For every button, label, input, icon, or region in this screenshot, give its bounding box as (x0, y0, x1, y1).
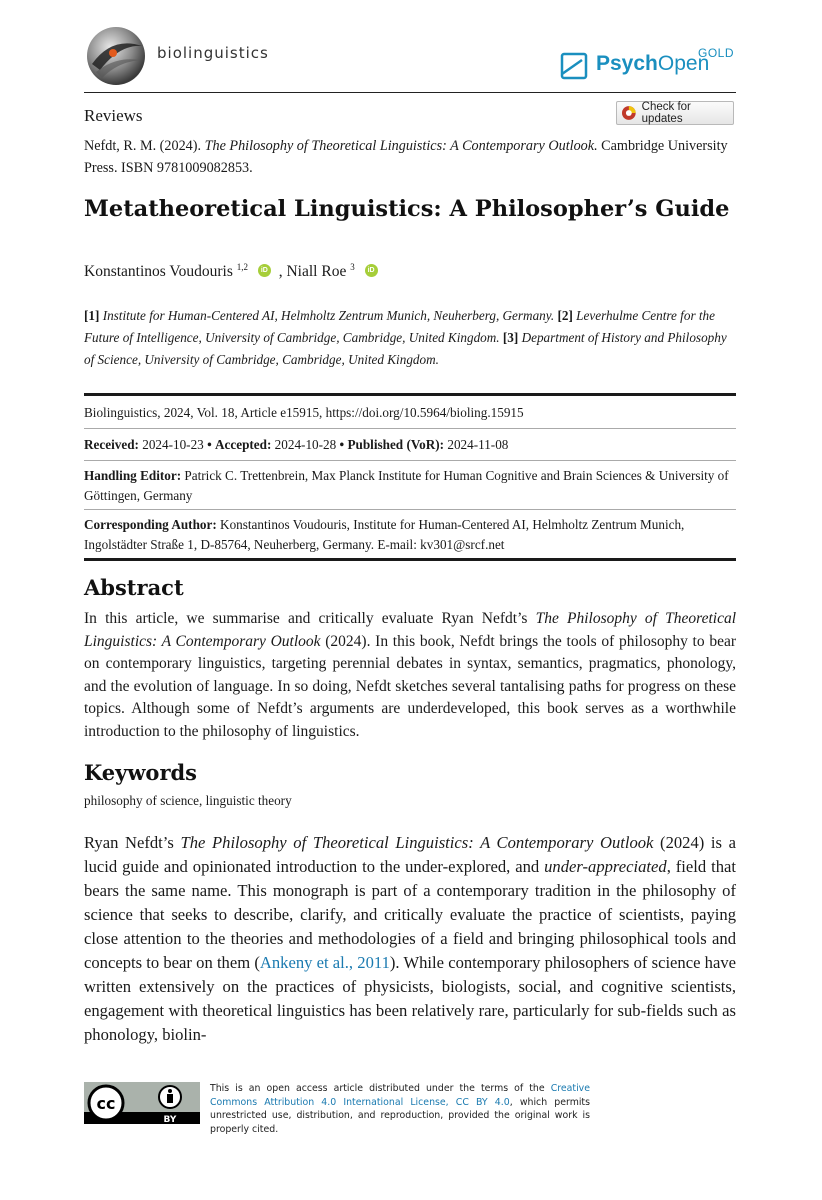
journal-citation-line: Biolinguistics, 2024, Vol. 18, Article e15915, https://doi.org/10.5964/bioling.15915 (84, 405, 524, 420)
received-date: 2024-10-23 (142, 437, 204, 452)
meta-top-rule (84, 393, 736, 396)
svg-text:cc: cc (96, 1094, 116, 1113)
affiliation-number: [2] (557, 308, 573, 323)
orcid-icon[interactable]: iD (365, 264, 378, 277)
check-for-updates-button[interactable] (616, 101, 734, 125)
author-name: Konstantinos Voudouris (84, 263, 233, 281)
handling-editor: Handling Editor: Patrick C. Trettenbrein, Max Planck Institute for Human Cognitive and Brain Sciences & University of Göttingen, Germany (84, 468, 729, 503)
license-statement: This is an open access article distributed under the terms of the Creative Commons Attribution 4.0 International License, CC BY 4.0, which permits unrestricted use, distribution, and reproduction, provided the original work is properly cited. (210, 1083, 590, 1135)
affiliation-text: Institute for Human-Centered AI, Helmholtz Zentrum Munich, Neuherberg, Germany. (102, 308, 555, 323)
publisher-word-rest: Open (657, 52, 710, 75)
cc-by-license-icon[interactable] (84, 1082, 200, 1124)
affiliation-text: Leverhulme Centre for the Future of Intelligence, University of Cambridge, Cambridge, United Kingdom. (84, 308, 715, 345)
affiliation-number: [1] (84, 308, 100, 323)
citation-publisher: Cambridge University Press. ISBN 9781009082853. (84, 138, 728, 176)
reviewed-book-citation (84, 135, 736, 179)
crossmark-icon (621, 105, 637, 121)
meta-divider (84, 460, 736, 461)
affiliations (84, 305, 736, 371)
abstract-text: In this article, we summarise and critically evaluate Ryan Nefdt’s The Philosophy of Theoretical Linguistics: A Contemporary Outlook (2024). In this book, Nefdt brings the tools of philosophy to bear on contemporary linguistics, targeting perennial debates in syntax, semantics, pragmatics, phonology, and the evolution of language. In so doing, Nefdt sketches several tantalising paths for progress on these topics. Although some of Nefdt’s arguments are underdeveloped, this book serves as a worthwhile introduction to the philosophy of linguistics. (84, 610, 736, 740)
affiliation-number: [3] (502, 330, 519, 345)
publisher-word-bold: Psych (596, 52, 658, 75)
corresponding-author: Corresponding Author: Konstantinos Voudouris, Institute for Human-Centered AI, Helmholtz Zentrum Munich, Ingolstädter Straße 1, D-85764, Neuherberg, Germany. E-mail: kv301@srcf.net (84, 517, 685, 552)
section-label: Reviews (84, 106, 143, 125)
meta-divider (84, 509, 736, 510)
abstract-heading: Abstract (84, 575, 184, 600)
published-date: 2024-11-08 (447, 437, 509, 452)
journal-brand: biolinguistics (157, 44, 269, 62)
meta-divider (84, 428, 736, 429)
svg-text:BY: BY (163, 1115, 177, 1124)
license-link[interactable]: Creative Commons Attribution 4.0 International License, CC BY 4.0 (210, 1083, 590, 1108)
affiliation-text: Department of History and Philosophy of Science, University of Cambridge, Cambridge, United Kingdom. (84, 330, 727, 367)
citation-book-title: The Philosophy of Theoretical Linguistics: A Contemporary Outlook. (204, 138, 598, 154)
publisher-tier: GOLD (698, 46, 735, 60)
keywords-heading: Keywords (84, 760, 198, 785)
orcid-icon[interactable]: iD (258, 264, 271, 277)
journal-logo-icon (86, 26, 146, 86)
publisher-logo (560, 48, 750, 82)
dates-line: Received: 2024-10-23 • Accepted: 2024-10-28 • Published (VoR): 2024-11-08 (84, 437, 509, 452)
psychopen-icon (560, 52, 588, 80)
keywords-text: philosophy of science, linguistic theory (84, 793, 292, 808)
article-title: Metatheoretical Linguistics: A Philosopher’s Guide (84, 196, 730, 222)
author-affiliation-sup: 3 (350, 262, 355, 272)
citation-authors-year: Nefdt, R. M. (2024). (84, 138, 202, 154)
accepted-date: 2024-10-28 (274, 437, 337, 452)
author-affiliation-sup: 1,2 (236, 262, 248, 272)
body-paragraph: Ryan Nefdt’s The Philosophy of Theoretical Linguistics: A Contemporary Outlook (2024) is a lucid guide and opinionated introduction to the under-explored, and under-appreciated, field that bears the same name. This monograph is part of a contemporary tradition in the philosophy of science that seeks to describe, clarify, and critically evaluate the practice of scientists, paying close attention to the theories and methodologies of a field and bringing philosophical tools and concepts to bear on them (Ankeny et al., 2011). While contemporary philosophers of science have written extensively on the practices of physicists, biologists, social, and cognitive scientists, engagement with theoretical linguistics has been relatively rare, particularly for sub-fields such as phonology, biolin- (84, 833, 736, 1044)
author-list: Konstantinos Voudouris $^{1,2}$ iD , Niall Roe $^3$ iD (84, 262, 382, 281)
header-divider (84, 92, 736, 93)
author-name: Niall Roe (286, 263, 347, 281)
reference-link[interactable]: Ankeny et al., 2011 (259, 953, 390, 972)
check-for-updates-label: Check for updates (641, 101, 691, 125)
meta-bottom-rule (84, 558, 736, 561)
